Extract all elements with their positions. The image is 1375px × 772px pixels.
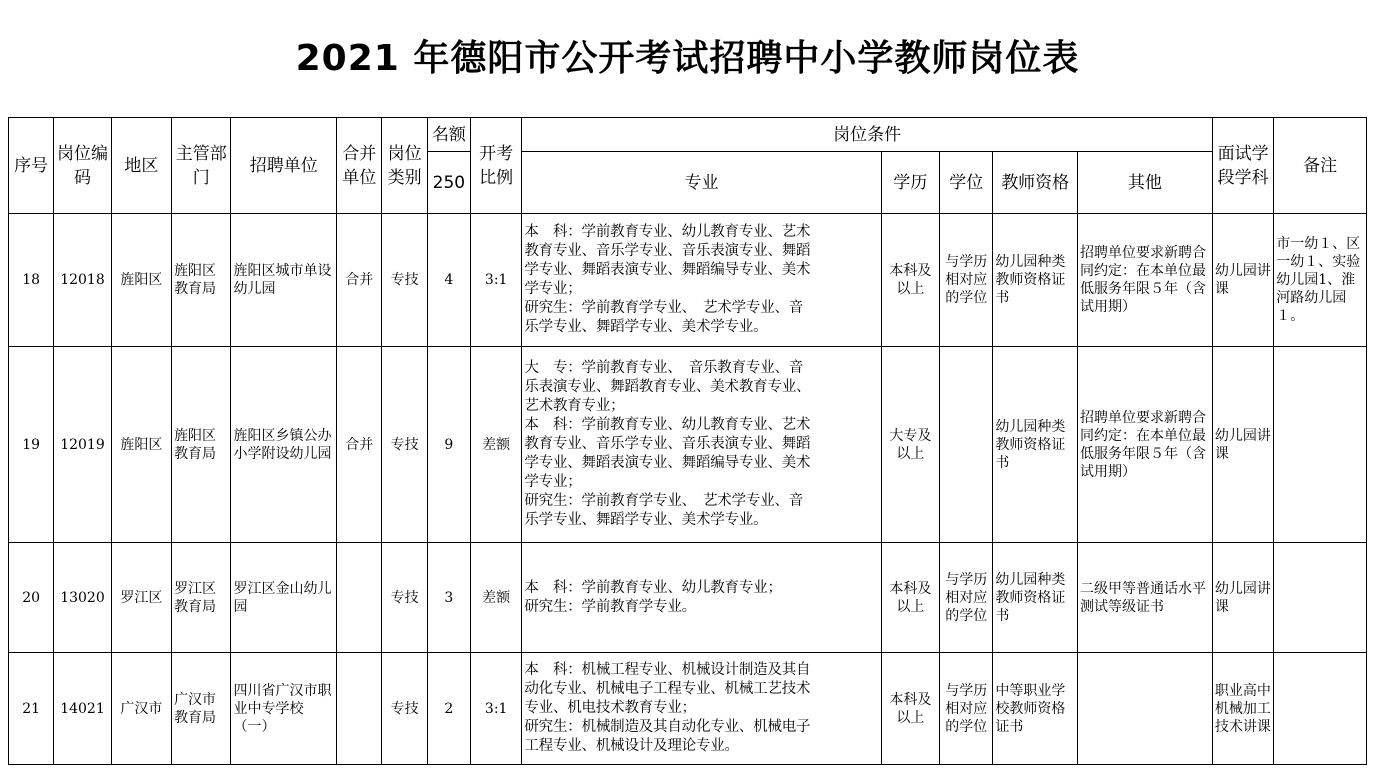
cell-ratio: 差额	[471, 543, 522, 653]
major-line: 动化专业、机械电子工程专业、机械工艺技术	[524, 681, 811, 697]
cell-unit: 四川省广汉市职业中专学校（一）	[231, 653, 337, 765]
cell-region: 广汉市	[111, 653, 171, 765]
major-line: 学专业、舞蹈表演专业、舞蹈编导专业、美术	[524, 455, 811, 471]
cell-degree: 与学历相对应的学位	[940, 653, 993, 765]
header-other: 其他	[1077, 152, 1212, 214]
major-line: 研究生：学前教育学专业。	[524, 598, 696, 615]
cell-type: 专技	[382, 543, 427, 653]
cell-quota: 3	[427, 543, 470, 653]
cell-seq: 19	[9, 347, 54, 543]
cell-type: 专技	[382, 214, 427, 347]
major-line: 研究生：机械制造及其自动化专业、机械电子	[524, 719, 811, 735]
header-row-1	[9, 118, 1367, 152]
table-row	[9, 543, 1367, 653]
cell-ratio: 3:1	[471, 214, 522, 347]
cell-merged	[337, 653, 382, 765]
cell-education: 本科及以上	[881, 653, 939, 765]
cell-education: 本科及以上	[881, 214, 939, 347]
header-conditions: 岗位条件	[522, 118, 1213, 152]
cell-type: 专技	[382, 347, 427, 543]
header-post-type: 岗位类别	[382, 118, 427, 214]
cell-dept: 广汉市教育局	[172, 653, 231, 765]
major-line: 研究生：学前教育学专业、 艺术学专业、音	[524, 493, 804, 509]
header-ratio: 开考比例	[471, 118, 522, 214]
cell-merged	[337, 543, 382, 653]
cell-remarks	[1274, 653, 1367, 765]
major-line: 乐表演专业、舞蹈教育专业、美术教育专业、	[524, 379, 811, 395]
header-post-code: 岗位编码	[54, 118, 111, 214]
cell-seq: 21	[9, 653, 54, 765]
major-line: 本 科：机械工程专业、机械设计制造及其自	[524, 662, 811, 678]
cell-qualification: 中等职业学校教师资格证书	[993, 653, 1078, 765]
cell-quota: 2	[427, 653, 470, 765]
cell-interview: 幼儿园讲课	[1212, 214, 1273, 347]
major-line: 教育专业、音乐学专业、音乐表演专业、舞蹈	[524, 243, 811, 259]
header-merged-unit: 合并单位	[337, 118, 382, 214]
cell-degree: 与学历相对应的学位	[940, 543, 993, 653]
cell-major	[522, 347, 881, 543]
header-dept: 主管部门	[172, 118, 231, 214]
table-row	[9, 653, 1367, 765]
major-line: 艺术教育专业；	[524, 398, 625, 414]
table-row	[9, 347, 1367, 543]
cell-major	[522, 653, 881, 765]
cell-major	[522, 543, 881, 653]
header-quota-total: 250	[427, 152, 470, 214]
major-line: 乐学专业、舞蹈学专业、美术学专业。	[524, 512, 768, 528]
header-unit: 招聘单位	[231, 118, 337, 214]
cell-remarks	[1274, 543, 1367, 653]
major-line: 教育专业、音乐学专业、音乐表演专业、舞蹈	[524, 436, 811, 452]
cell-dept: 罗江区教育局	[172, 543, 231, 653]
header-degree: 学位	[940, 152, 993, 214]
cell-qualification: 幼儿园种类教师资格证书	[993, 543, 1078, 653]
major-line: 学专业；	[524, 281, 582, 297]
major-line: 专业、机电技术教育专业；	[524, 700, 696, 716]
cell-code: 12018	[54, 214, 111, 347]
cell-ratio: 3:1	[471, 653, 522, 765]
cell-seq: 18	[9, 214, 54, 347]
cell-major	[522, 214, 881, 347]
header-seq: 序号	[9, 118, 54, 214]
cell-code: 14021	[54, 653, 111, 765]
cell-other: 招聘单位要求新聘合同约定：在本单位最低服务年限５年（含试用期）	[1077, 214, 1212, 347]
cell-qualification: 幼儿园种类教师资格证书	[993, 214, 1078, 347]
cell-merged: 合并	[337, 347, 382, 543]
cell-interview: 幼儿园讲课	[1212, 543, 1273, 653]
cell-quota: 9	[427, 347, 470, 543]
cell-other: 招聘单位要求新聘合同约定：在本单位最低服务年限５年（含试用期）	[1077, 347, 1212, 543]
cell-ratio: 差额	[471, 347, 522, 543]
cell-dept: 旌阳区教育局	[172, 347, 231, 543]
cell-dept: 旌阳区教育局	[172, 214, 231, 347]
major-line: 乐学专业、舞蹈学专业、美术学专业。	[524, 319, 768, 335]
page-title: 2021 年德阳市公开考试招聘中小学教师岗位表	[295, 38, 1080, 79]
major-line: 工程专业、机械设计及理论专业。	[524, 738, 739, 754]
table-row	[9, 214, 1367, 347]
cell-degree: 与学历相对应的学位	[940, 214, 993, 347]
header-remarks: 备注	[1274, 118, 1367, 214]
cell-merged: 合并	[337, 214, 382, 347]
cell-unit: 罗江区金山幼儿园	[231, 543, 337, 653]
cell-degree	[940, 347, 993, 543]
cell-interview: 幼儿园讲课	[1212, 347, 1273, 543]
header-quota: 名额	[427, 118, 470, 152]
cell-unit: 旌阳区乡镇公办小学附设幼儿园	[231, 347, 337, 543]
major-line: 学专业；	[524, 474, 582, 490]
cell-code: 13020	[54, 543, 111, 653]
cell-other: 二级甲等普通话水平测试等级证书	[1077, 543, 1212, 653]
major-line: 本 科：学前教育专业、幼儿教育专业；	[524, 579, 782, 596]
cell-region: 旌阳区	[111, 347, 171, 543]
cell-qualification: 幼儿园种类教师资格证书	[993, 347, 1078, 543]
cell-type: 专技	[382, 653, 427, 765]
cell-unit: 旌阳区城市单设幼儿园	[231, 214, 337, 347]
major-line: 本 科：学前教育专业、幼儿教育专业、艺术	[524, 417, 811, 433]
header-region: 地区	[111, 118, 171, 214]
major-line: 大 专：学前教育专业、 音乐教育专业、音	[524, 360, 804, 376]
recruitment-table	[8, 117, 1367, 765]
header-interview: 面试学段学科	[1212, 118, 1273, 214]
cell-region: 旌阳区	[111, 214, 171, 347]
header-education: 学历	[881, 152, 939, 214]
cell-code: 12019	[54, 347, 111, 543]
header-major: 专业	[522, 152, 881, 214]
cell-region: 罗江区	[111, 543, 171, 653]
cell-interview: 职业高中机械加工技术讲课	[1212, 653, 1273, 765]
cell-remarks: 市一幼１、区一幼１、实验幼儿园1、淮河路幼儿园１。	[1274, 214, 1367, 347]
cell-education: 本科及以上	[881, 543, 939, 653]
cell-remarks	[1274, 347, 1367, 543]
major-line: 研究生：学前教育学专业、 艺术学专业、音	[524, 300, 804, 316]
cell-seq: 20	[9, 543, 54, 653]
major-line: 学专业、舞蹈表演专业、舞蹈编导专业、美术	[524, 262, 811, 278]
cell-education: 大专及以上	[881, 347, 939, 543]
major-line: 本 科：学前教育专业、幼儿教育专业、艺术	[524, 224, 811, 240]
cell-quota: 4	[427, 214, 470, 347]
header-qualification: 教师资格	[993, 152, 1078, 214]
cell-other	[1077, 653, 1212, 765]
